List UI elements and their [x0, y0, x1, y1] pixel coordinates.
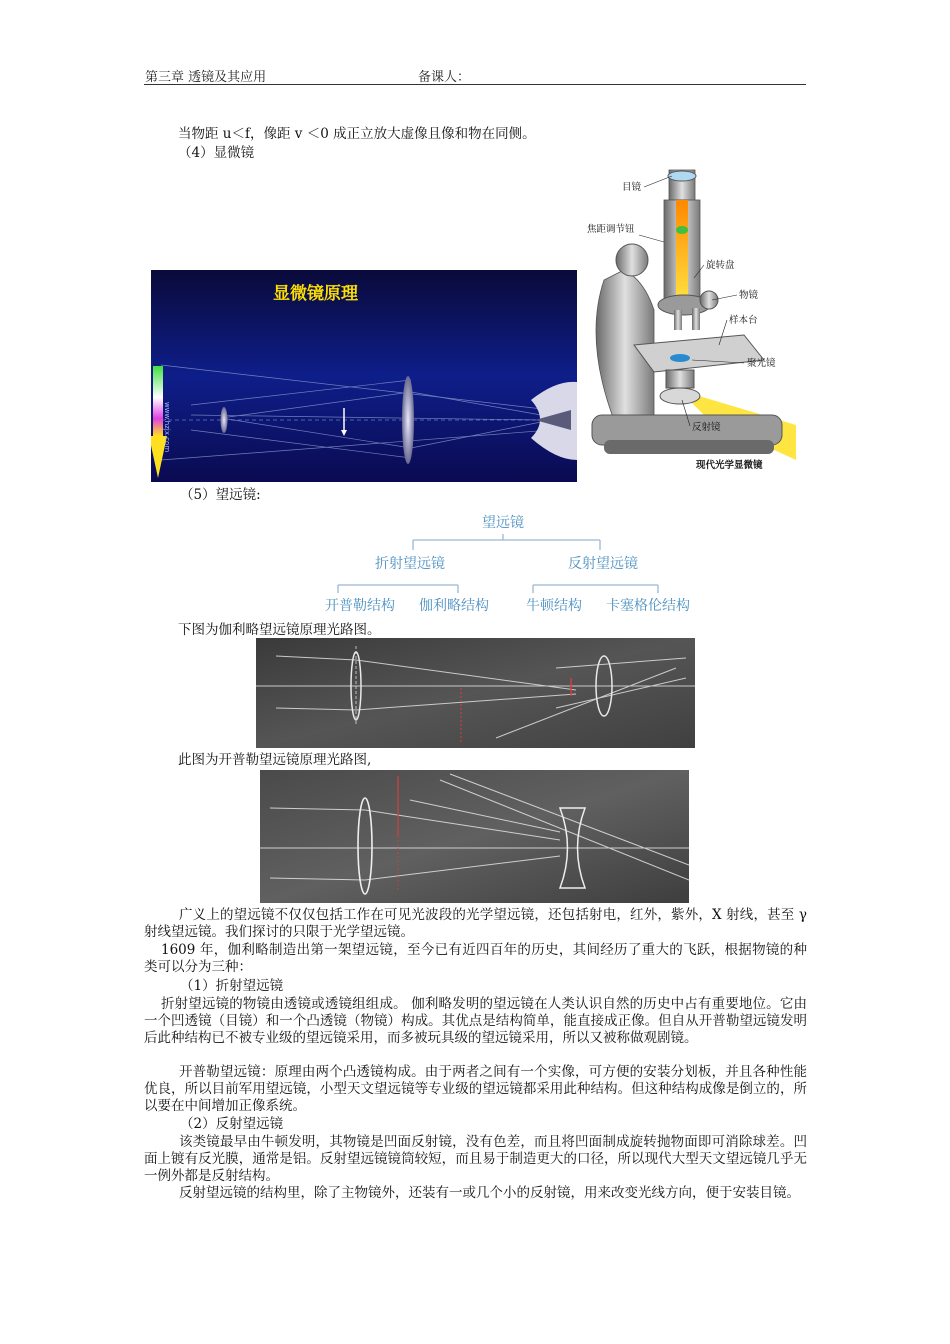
- tree-galileo: 伽利略结构: [419, 598, 489, 614]
- heading-refracting: （1）折射望远镜: [180, 978, 284, 994]
- label-mirror: 反射镜: [692, 422, 721, 433]
- heading-microscope: （4）显微镜: [178, 145, 255, 161]
- tree-refracting: 折射望远镜: [375, 556, 445, 572]
- caption-kepler: 此图为开普勒望远镜原理光路图,: [178, 752, 372, 768]
- para-reflecting-2: 反射望远镜的结构里，除了主物镜外，还装有一或几个小的反射镜，用来改变光线方向，便于安装目镜。: [179, 1185, 800, 1201]
- label-objective: 物镜: [739, 290, 759, 301]
- para-general: 广义上的望远镜不仅仅包括工作在可见光波段的光学望远镜，还包括射电，红外，紫外，X 射线，甚至 γ 射线望远镜。我们探讨的只限于光学望远镜。: [144, 907, 807, 940]
- microscope-side-text: www.hzjx.com: [163, 402, 171, 453]
- object-distance-line: 当物距 u＜f，像距 v ＜0 成正立放大虚像且像和物在同侧。: [178, 126, 536, 142]
- label-modern-microscope: 现代光学显微镜: [696, 460, 763, 471]
- para-refracting: 折射望远镜的物镜由透镜或透镜组组成。 伽利略发明的望远镜在人类认识自然的历史中占有重要地位。它由一个凹透镜（目镜）和一个凸透镜（物镜）构成。其优点是结构简单，能直接成正像。但自从开普勒望远镜发明后此种结构已不被专业级的望远镜采用，而多被玩具级的望远镜采用，所以又被称做观剧镜。: [144, 996, 807, 1046]
- tree-newton: 牛顿结构: [526, 598, 582, 614]
- label-eyepiece: 目镜: [622, 182, 642, 193]
- para-history: 1609 年，伽利略制造出第一架望远镜，至今已有近四百年的历史，其间经历了重大的飞跃，根据物镜的种类可以分为三种：: [144, 942, 807, 975]
- heading-telescope: （5）望远镜:: [180, 487, 261, 503]
- heading-reflecting: （2）反射望远镜: [180, 1116, 284, 1132]
- microscope-principle-figure: [151, 270, 577, 482]
- tree-root: 望远镜: [482, 515, 524, 531]
- tree-reflecting: 反射望远镜: [568, 556, 638, 572]
- label-stage: 样本台: [729, 315, 758, 326]
- header-rule: [144, 84, 806, 85]
- para-reflecting-1: 该类镜最早由牛顿发明，其物镜是凹面反射镜，没有色差，而且将凹面制成旋转抛物面即可消除球差。凹面上镀有反光膜，通常是铝。反射望远镜镜筒较短，而且易于制造更大的口径，所以现代大型天文望远镜几乎无一例外都是反射结构。: [144, 1134, 807, 1184]
- tree-cassegrain: 卡塞格伦结构: [606, 598, 690, 614]
- para-kepler: 开普勒望远镜：原理由两个凸透镜构成。由于两者之间有一个实像，可方便的安装分划板，并且各种性能优良，所以目前军用望远镜，小型天文望远镜等专业级的望远镜都采用此种结构。但这种结构成像是倒立的，所以要在中间增加正像系统。: [144, 1064, 807, 1114]
- microscope-parts-figure: [584, 160, 796, 478]
- header-chapter: 第三章 透镜及其应用: [145, 70, 267, 85]
- kepler-ray-diagram: [260, 770, 689, 903]
- label-turret: 旋转盘: [706, 260, 735, 271]
- telescope-tree: [318, 510, 708, 620]
- header-preparer: 备课人：: [418, 70, 471, 85]
- label-condenser: 聚光镜: [747, 358, 776, 369]
- galileo-ray-diagram: [256, 638, 695, 748]
- caption-galileo: 下图为伽利略望远镜原理光路图。: [178, 622, 381, 638]
- microscope-principle-title: 显微镜原理: [273, 284, 358, 304]
- label-focus-knob: 焦距调节钮: [587, 224, 635, 235]
- tree-kepler: 开普勒结构: [325, 598, 395, 614]
